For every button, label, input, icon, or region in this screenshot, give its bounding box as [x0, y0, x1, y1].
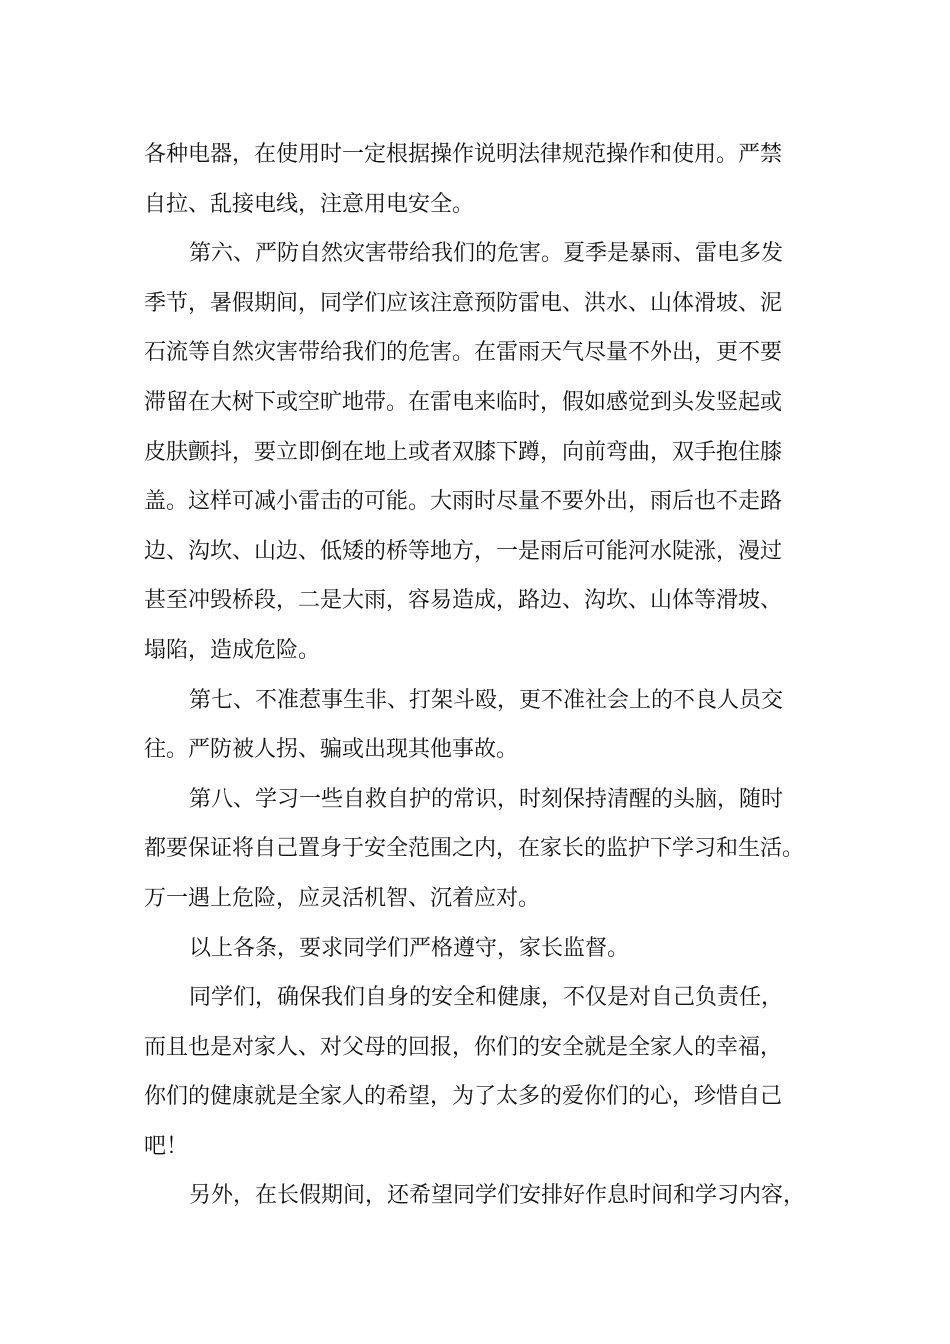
paragraph-line-additionally: 另外，在长假期间，还希望同学们安排好作息时间和学习内容，: [189, 1183, 806, 1209]
text-line: 季节，暑假期间，同学们应该注意预防雷电、洪水、山体滑坡、泥: [144, 290, 783, 316]
text-line: 石流等自然灾害带给我们的危害。在雷雨天气尽量不外出，更不要: [144, 340, 783, 366]
text-line: 滞留在大树下或空旷地带。在雷电来临时，假如感觉到头发竖起或: [144, 389, 783, 415]
paragraph-line-students: 同学们，确保我们自身的安全和健康，不仅是对自己负责任，: [189, 985, 784, 1011]
text-line: 自拉、乱接电线，注意用电安全。: [144, 191, 475, 217]
paragraph-line-7: 第七、不准惹事生非、打架斗殴，更不准社会上的不良人员交: [189, 687, 784, 713]
text-line: 而且也是对家人、对父母的回报，你们的安全就是全家人的幸福，: [144, 1034, 783, 1060]
text-line: 边、沟坎、山边、低矮的桥等地方，一是雨后可能河水陡涨，漫过: [144, 538, 783, 564]
text-line: 各种电器，在使用时一定根据操作说明法律规范操作和使用。严禁: [144, 142, 783, 167]
text-line: 都要保证将自己置身于安全范围之内，在家长的监护下学习和生活。: [144, 836, 805, 862]
paragraph-line-6: 第六、严防自然灾害带给我们的危害。夏季是暴雨、雷电多发: [189, 241, 784, 267]
text-line: 盖。这样可减小雷击的可能。大雨时尽量不要外出，雨后也不走路: [144, 489, 783, 515]
paragraph-line-8: 第八、学习一些自救自护的常识，时刻保持清醒的头脑，随时: [189, 786, 784, 812]
document-body: [144, 130, 834, 1221]
text-line: 万一遇上危险，应灵活机智、沉着应对。: [144, 885, 541, 911]
paragraph-line-summary: 以上各条，要求同学们严格遵守，家长监督。: [189, 935, 630, 961]
text-line: 往。严防被人拐、骗或出现其他事故。: [144, 737, 519, 763]
text-line: 吧！: [144, 1133, 189, 1159]
text-line: 甚至冲毁桥段，二是大雨，容易造成，路边、沟坎、山体等滑坡、: [144, 588, 783, 614]
text-line: 塌陷，造成危险。: [144, 637, 321, 663]
text-line: 你们的健康就是全家人的希望，为了太多的爱你们的心，珍惜自己: [144, 1084, 783, 1110]
text-line: 皮肤颤抖，要立即倒在地上或者双膝下蹲，向前弯曲，双手抱住膝: [144, 439, 783, 465]
